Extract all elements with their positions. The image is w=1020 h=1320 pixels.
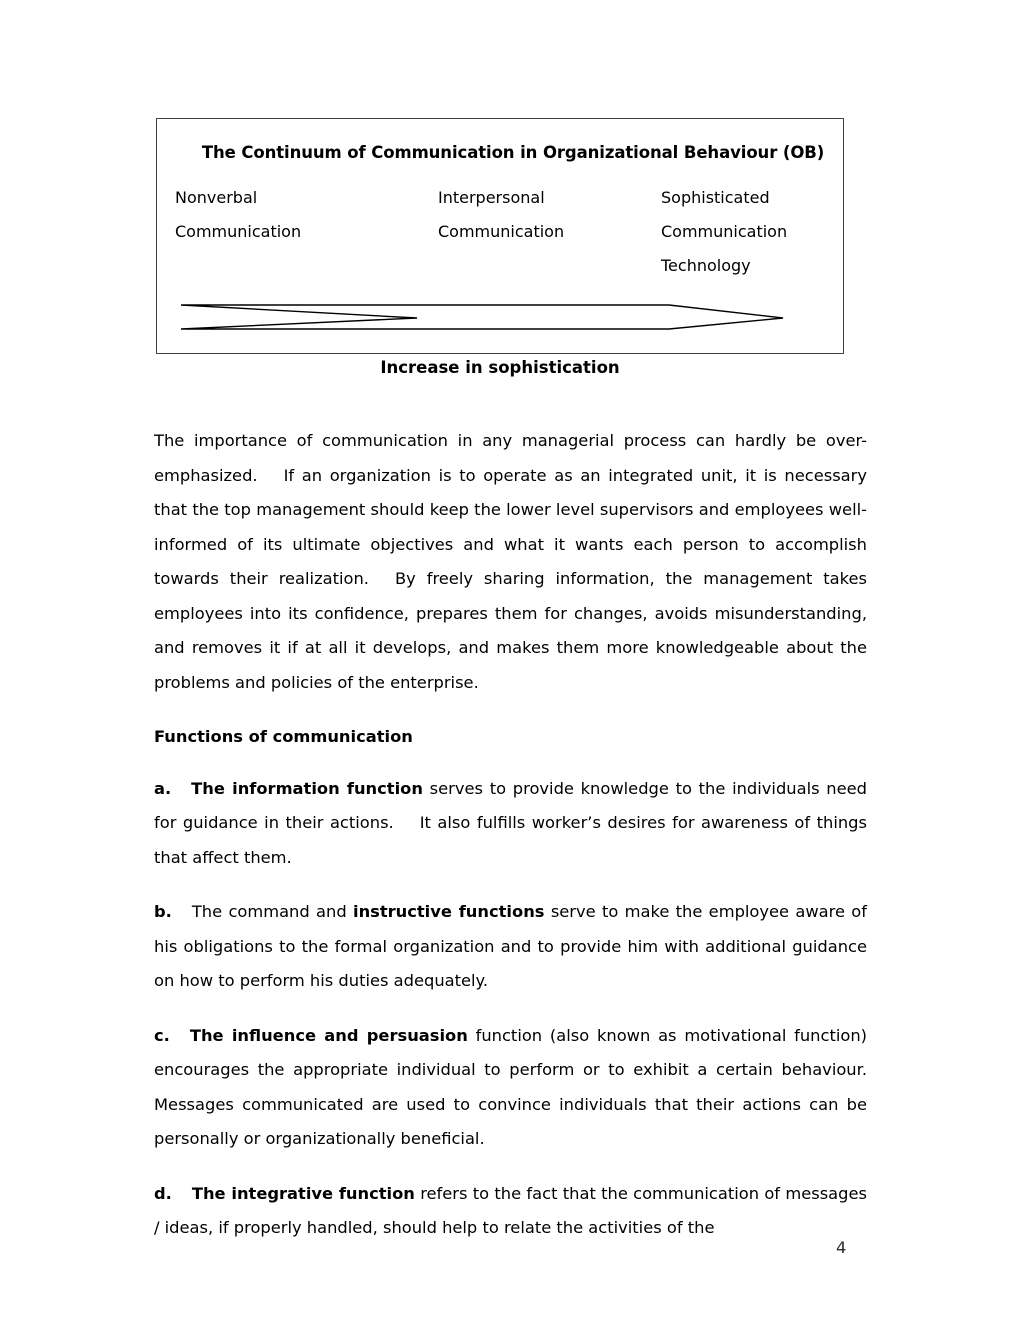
figure-column-line: Communication: [661, 222, 788, 241]
list-marker: a.: [154, 778, 172, 798]
figure-caption: Increase in sophistication: [380, 358, 620, 377]
figure-column-line: Sophisticated: [661, 188, 770, 207]
figure-column-line: Communication: [438, 222, 565, 241]
document-body: [154, 424, 867, 1246]
function-text: function (also known as motivational function) encourages the appropriate individual to perform or to exhibit a certain behaviour. Messages communicated are used to convince individuals that their actions can be personally or organizationally beneficial.: [154, 1025, 867, 1148]
intro-segment-1: The importance of communication in any managerial process can hardly be over-emphasized.: [154, 431, 867, 485]
figure-column-line: Technology: [661, 256, 751, 275]
figure-column-nonverbal: [175, 181, 301, 249]
function-text: serves to provide knowledge to the individuals need for guidance in their actions.: [154, 778, 867, 832]
function-text-continued: It also fulfills worker’s desires for awareness of things that affect them.: [154, 813, 867, 867]
function-item-a: [154, 772, 867, 876]
function-text: serve to make the employee aware of his obligations to the formal organization and to provide him with additional guidance on how to perform his duties adequately.: [154, 902, 867, 990]
function-item-c: [154, 1019, 867, 1157]
function-lead-term: The integrative function: [191, 1183, 415, 1203]
list-marker: b.: [154, 902, 172, 921]
list-marker: d.: [154, 1183, 172, 1203]
figure-column-line: Nonverbal: [175, 188, 258, 207]
intro-paragraph: [154, 424, 867, 700]
figure-column-sophisticated: [661, 181, 787, 283]
intro-segment-2: If an organization is to operate as an integrated unit, it is necessary that the top management should keep the lower level supervisors and employees well-informed of its ultimate objectives and what it wants each person to accomplish towards their realization.: [154, 465, 867, 588]
function-text: refers to the fact that the communication of messages / ideas, if properly handled, should help to relate the activities of the: [154, 1183, 867, 1237]
figure-column-line: Communication: [175, 222, 302, 241]
list-marker: c.: [154, 1025, 170, 1045]
figure-title: The Continuum of Communication in Organizational Behaviour (OB): [201, 143, 825, 162]
function-lead-term: instructive functions: [352, 902, 545, 921]
function-item-d: [154, 1177, 867, 1246]
function-prefix: The command and: [191, 902, 347, 921]
continuum-arrow-icon: [179, 299, 809, 333]
figure-column-line: Interpersonal: [438, 188, 545, 207]
figure-columns: [157, 181, 843, 291]
functions-heading: Functions of communication: [154, 727, 413, 746]
function-lead-term: The information function: [191, 778, 423, 798]
page-number: 4: [836, 1238, 847, 1257]
figure-box: [156, 118, 844, 354]
figure-column-interpersonal: [438, 181, 564, 249]
function-item-b: [154, 895, 867, 999]
function-lead-term: The influence and persuasion: [189, 1025, 468, 1045]
intro-segment-3: By freely sharing information, the management takes employees into its confidence, prepares them for changes, avoids misunderstanding, and removes it if at all it develops, and makes them more knowledgeable about the problems and policies of the enterprise.: [154, 569, 867, 692]
